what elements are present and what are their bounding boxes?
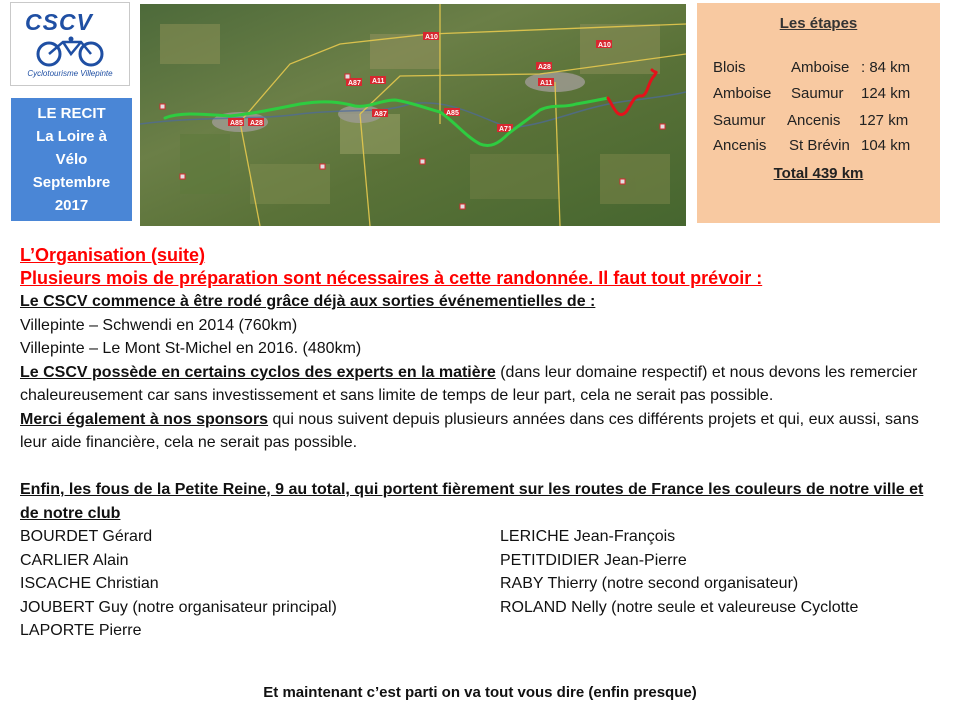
stage-row: [713, 137, 928, 159]
stage-distance: 124 km: [861, 85, 911, 102]
road-label: A71: [499, 126, 512, 133]
stage-to: Saumur: [791, 85, 844, 102]
logo-brand: CSCV: [25, 9, 93, 35]
member-name: JOUBERT Guy (notre organisateur principal): [20, 598, 337, 616]
road-label: A85: [446, 110, 459, 117]
intro-line: Le CSCV commence à être rodé grâce déjà aux sorties événementielles de :: [20, 293, 596, 310]
sponsors-paragraph: [20, 408, 940, 455]
experts-paragraph: [20, 361, 940, 408]
road-label: A87: [348, 80, 361, 87]
road-label: A28: [538, 64, 551, 71]
route-map-image: [140, 4, 686, 226]
section-heading: L’Organisation (suite): [20, 245, 206, 265]
stage-to: Ancenis: [787, 112, 841, 129]
recit-line: LE RECIT: [37, 105, 106, 122]
logo-tagline: Cyclotourisme Villepinte: [27, 69, 113, 78]
members-right-column: [500, 525, 858, 619]
closing-line: Et maintenant c’est parti on va tout vous dire (enfin presque): [263, 684, 697, 701]
member-name: LERICHE Jean-François: [500, 528, 676, 545]
trip-line: Villepinte – Schwendi en 2014 (760km): [20, 316, 298, 334]
stage-distance: 104 km: [861, 137, 911, 154]
member-name: BOURDET Gérard: [20, 528, 153, 545]
stage-from: Saumur: [713, 112, 766, 129]
article-body: [20, 244, 940, 641]
stage-distance: 127 km: [859, 112, 909, 129]
stage-to: Amboise: [791, 59, 850, 76]
spacer: [20, 455, 940, 479]
members-left-column: [20, 525, 337, 643]
trip-line: Villepinte – Le Mont St-Michel en 2016. (480km): [20, 340, 362, 357]
recit-line: Vélo: [55, 151, 88, 168]
member-name: RABY Thierry (notre second organisateur): [500, 575, 799, 592]
experts-emphasis: Le CSCV possède en certains cyclos des experts en la matière: [20, 363, 496, 381]
road-label: A11: [372, 78, 385, 85]
recit-box: [11, 98, 132, 221]
members-list: [20, 525, 940, 641]
stage-row: [713, 85, 928, 107]
road-label: A85: [230, 120, 243, 127]
stage-to: St Brévin: [789, 137, 850, 154]
sponsors-emphasis: Merci également à nos sponsors: [20, 410, 269, 428]
stage-from: Blois: [713, 59, 746, 76]
stages-panel: [697, 3, 940, 223]
club-logo: [10, 2, 130, 86]
recit-line: Septembre: [32, 174, 111, 191]
road-label: A87: [374, 111, 387, 118]
member-name: ISCACHE Christian: [20, 575, 159, 592]
road-label: A10: [425, 34, 438, 41]
member-name: CARLIER Alain: [20, 551, 129, 569]
member-name: PETITDIDIER Jean-Pierre: [500, 551, 687, 569]
recit-line: La Loire à: [36, 128, 107, 145]
member-name: ROLAND Nelly (notre seule et valeureuse Cyclotte: [500, 598, 859, 616]
stage-from: Amboise: [713, 85, 772, 102]
recit-line: 2017: [54, 197, 89, 214]
riders-intro: Enfin, les fous de la Petite Reine, 9 au total, qui portent fièrement sur les routes de France les couleurs de notre ville et de notre club: [20, 481, 924, 522]
stage-row: [713, 59, 928, 81]
route-map: [140, 4, 686, 226]
bicycle-icon: [35, 36, 107, 68]
member-name: LAPORTE Pierre: [20, 622, 142, 639]
stage-distance: : 84 km: [861, 59, 911, 76]
stage-row: [713, 112, 928, 134]
sponsors-text: qui nous suivent depuis plusieurs années dans ces différents projets et qui, eux aussi, sans leur aide financière, cela ne serait pas possible.: [20, 410, 919, 451]
stages-title: Les étapes: [779, 15, 858, 32]
road-label: A11: [540, 80, 553, 87]
experts-text: (dans leur domaine respectif) et nous devons les remercier chaleureusement car sans investissement et sans limite de temps de leur part, cela ne serait pas possible.: [20, 363, 918, 404]
stages-total: Total 439 km: [773, 165, 864, 182]
road-label: A28: [250, 120, 263, 127]
stage-from: Ancenis: [713, 137, 767, 154]
section-subheading: Plusieurs mois de préparation sont nécessaires à cette randonnée. Il faut tout prévoir :: [20, 268, 763, 288]
road-label: A10: [598, 42, 611, 49]
